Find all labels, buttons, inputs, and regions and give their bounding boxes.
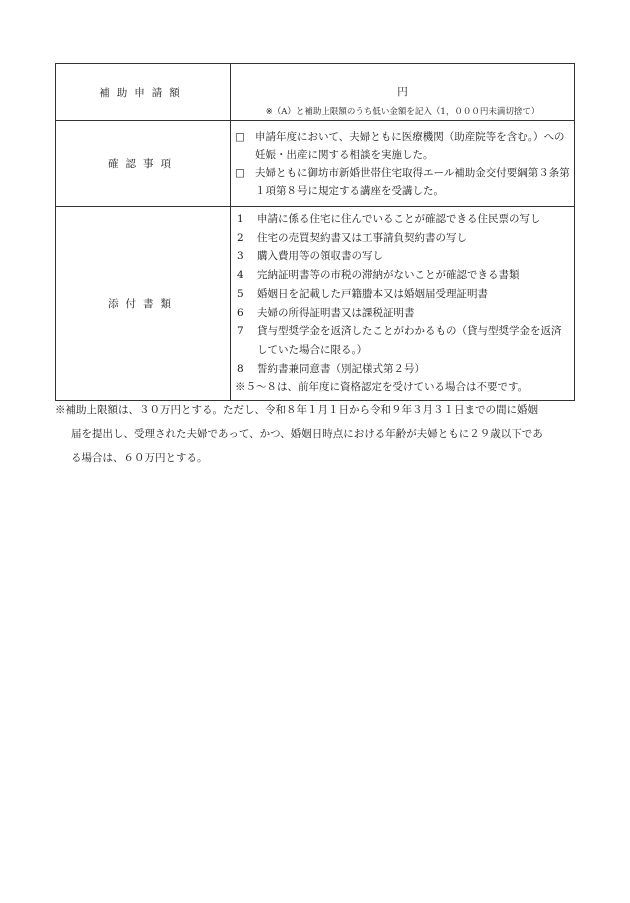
confirm-item bbox=[235, 164, 570, 200]
attach-item-number: 6 bbox=[237, 306, 244, 319]
attach-items bbox=[231, 207, 575, 401]
checkbox-icon[interactable]: □ bbox=[235, 130, 245, 143]
confirm-item-text: 夫婦ともに御坊市新婚世帯住宅取得エール補助金交付要綱第３条第１項第８号に規定する講座を受講した。 bbox=[255, 166, 570, 197]
amount-label: 補助申請額 bbox=[56, 64, 231, 121]
attach-item bbox=[235, 229, 570, 248]
attach-item-text: 誓約書兼同意書（別記様式第２号） bbox=[257, 362, 425, 375]
attach-item-text: 申請に係る住宅に住んでいることが確認できる住民票の写し bbox=[257, 213, 541, 225]
attach-item-number: 5 bbox=[237, 287, 244, 300]
confirm-items bbox=[231, 121, 575, 207]
confirm-row bbox=[56, 121, 575, 207]
footnote bbox=[55, 398, 585, 470]
amount-note: ※（A）と補助上限額のうち低い金額を記入（1，０００円未満切捨て） bbox=[265, 107, 540, 117]
attach-item-text: 夫婦の所得証明書又は課税証明書 bbox=[257, 306, 415, 319]
attach-item-text: 婚姻日を記載した戸籍謄本又は婚姻届受理証明書 bbox=[257, 287, 488, 300]
attach-note: ※５～８は、前年度に資格認定を受けている場合は不要です。 bbox=[235, 381, 529, 394]
attach-item-number: 7 bbox=[237, 325, 244, 338]
attach-item bbox=[235, 210, 570, 229]
attach-item bbox=[235, 247, 570, 266]
confirm-item-text: 申請年度において、夫婦ともに医療機関（助産院等を含む。）への妊娠・出産に関する相談を実施した。 bbox=[255, 130, 565, 161]
attach-item-number: 4 bbox=[237, 269, 244, 282]
attach-row bbox=[56, 207, 575, 401]
amount-unit: 円 bbox=[397, 86, 408, 98]
checkbox-icon[interactable]: □ bbox=[235, 166, 245, 179]
attach-item-text: 住宅の売買契約書又は工事請負契約書の写し bbox=[257, 231, 467, 244]
attach-label: 添付書類 bbox=[56, 207, 231, 401]
application-table bbox=[55, 63, 575, 401]
amount-field[interactable] bbox=[231, 64, 575, 121]
footnote-line: ※補助上限額は、３０万円とする。ただし、令和８年１月１日から令和９年３月３１日までの間に婚姻 bbox=[55, 404, 538, 416]
attach-item-text: 貸与型奨学金を返済したことがわかるもの（貸与型奨学金を返済していた場合に限る。） bbox=[257, 325, 562, 356]
amount-row bbox=[56, 64, 575, 121]
attach-item bbox=[235, 304, 570, 323]
attach-item-text: 購入費用等の領収書の写し bbox=[257, 250, 383, 263]
attach-item bbox=[235, 360, 570, 379]
confirm-item bbox=[235, 128, 570, 164]
attach-item bbox=[235, 266, 570, 285]
attach-item-text: 完納証明書等の市税の滞納がないことが確認できる書類 bbox=[257, 269, 520, 282]
attach-item-number: 1 bbox=[237, 213, 244, 225]
confirm-label: 確認事項 bbox=[56, 121, 231, 207]
footnote-line: る場合は、６０万円とする。 bbox=[71, 452, 208, 464]
attach-item-number: 2 bbox=[237, 231, 244, 244]
footnote-line: 届を提出し、受理された夫婦であって、かつ、婚姻日時点における年齢が夫婦ともに２９歳以下であ bbox=[71, 428, 543, 440]
attach-item bbox=[235, 322, 570, 359]
attach-item-number: 8 bbox=[237, 362, 244, 375]
attach-item bbox=[235, 285, 570, 304]
attach-item-number: 3 bbox=[237, 250, 244, 263]
